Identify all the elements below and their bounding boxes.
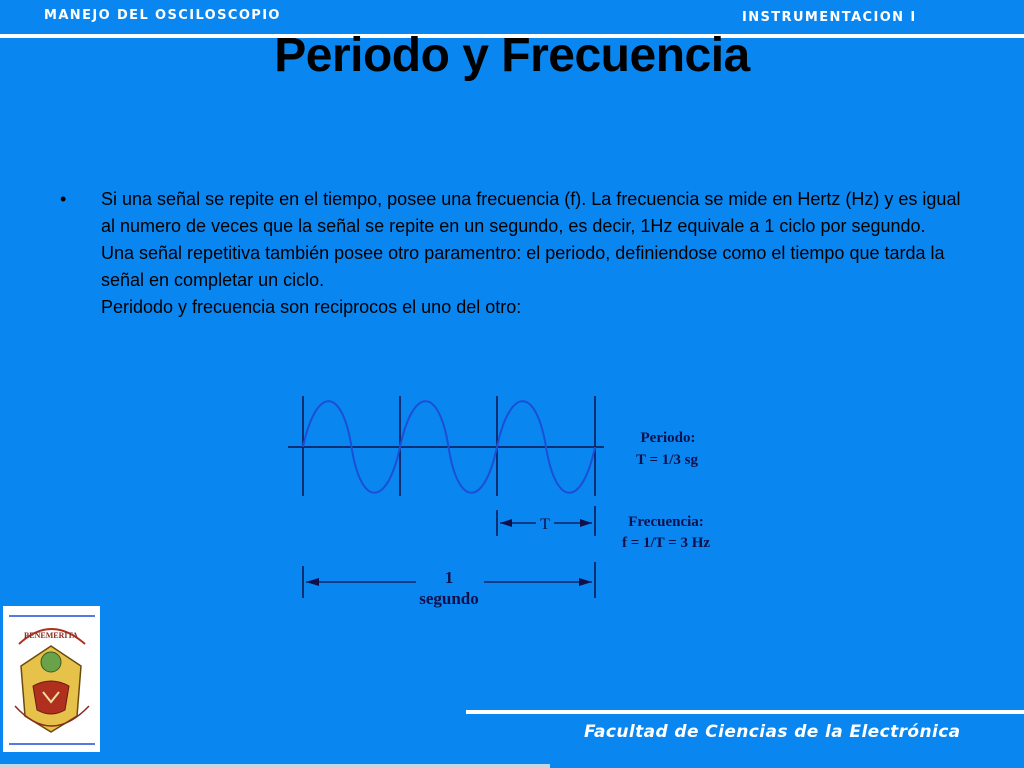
header-course-name: INSTRUMENTACION I bbox=[742, 10, 917, 25]
bullet-block bbox=[60, 186, 970, 321]
second-arrowhead-right bbox=[579, 578, 592, 586]
bullet-paragraph-3: Peridodo y frecuencia son reciprocos el uno del otro: bbox=[101, 297, 522, 317]
one-label: 1 bbox=[444, 568, 454, 587]
bullet-paragraph-2: Una señal repetitiva también posee otro paramentro: el periodo, definiendose como el tiempo que tarda la señal en completar un ciclo. bbox=[101, 243, 945, 290]
second-arrowhead-left bbox=[306, 578, 319, 586]
footer-faculty-name: Facultad de Ciencias de la Electrónica bbox=[584, 722, 961, 742]
waveform-figure bbox=[286, 390, 726, 610]
periodo-formula: T = 1/3 sg bbox=[635, 452, 699, 468]
frecuencia-formula: f = 1/T = 3 Hz bbox=[621, 535, 711, 551]
frecuencia-label: Frecuencia: bbox=[628, 514, 704, 530]
t-arrowhead-right bbox=[580, 519, 592, 527]
segundo-label: segundo bbox=[419, 589, 479, 608]
university-logo bbox=[3, 606, 100, 752]
svg-text:BENEMERITA: BENEMERITA bbox=[23, 631, 79, 640]
bullet-marker: • bbox=[60, 189, 67, 209]
t-label: T bbox=[540, 516, 550, 533]
slide-title: Periodo y Frecuencia bbox=[274, 29, 750, 82]
bullet-paragraph-1: Si una señal se repite en el tiempo, posee una frecuencia (f). La frecuencia se mide en Hertz (Hz) y es igual al numero de veces que la señal se repite en un segundo, es decir, 1Hz equivale a 1 ciclo por segundo. bbox=[101, 189, 961, 236]
header-course-topic: MANEJO DEL OSCILOSCOPIO bbox=[44, 8, 281, 23]
footer-divider bbox=[466, 710, 1024, 714]
university-crest-icon bbox=[3, 606, 100, 752]
bullet-text bbox=[101, 186, 970, 321]
t-arrowhead-left bbox=[500, 519, 512, 527]
bottom-strip bbox=[0, 764, 550, 768]
periodo-label: Periodo: bbox=[640, 430, 696, 446]
